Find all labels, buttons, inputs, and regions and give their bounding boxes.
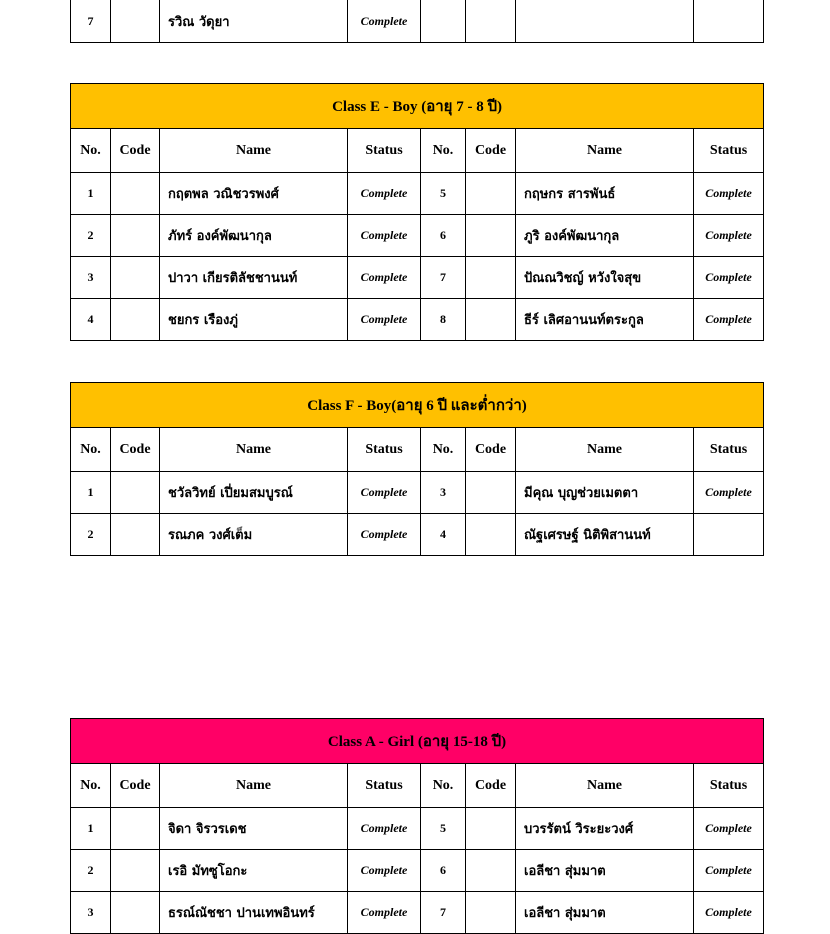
class-title: Class E - Boy (อายุ 7 - 8 ปี)	[71, 84, 764, 129]
column-header-code: Code	[466, 129, 516, 173]
num-cell: 4	[71, 299, 111, 341]
table-row	[71, 892, 764, 934]
code-cell	[466, 257, 516, 299]
num-cell	[421, 0, 466, 43]
column-header-no: No.	[71, 764, 111, 808]
status-cell: Complete	[348, 850, 421, 892]
num-cell: 2	[71, 215, 111, 257]
class-title: Class F - Boy(อายุ 6 ปี และต่ำกว่า)	[71, 383, 764, 428]
column-header-name: Name	[160, 764, 348, 808]
column-header-name: Name	[160, 428, 348, 472]
num-cell: 8	[421, 299, 466, 341]
name-cell: เอลีชา สุ่มมาต	[516, 892, 694, 934]
name-cell: ชวัลวิทย์ เปี่ยมสมบูรณ์	[160, 472, 348, 514]
code-cell	[466, 215, 516, 257]
status-cell: Complete	[694, 472, 764, 514]
table-row	[71, 299, 764, 341]
header-row	[71, 129, 764, 173]
code-cell	[466, 299, 516, 341]
table-row	[71, 808, 764, 850]
table-row	[71, 215, 764, 257]
num-cell: 2	[71, 850, 111, 892]
num-cell: 1	[71, 173, 111, 215]
num-cell: 1	[71, 808, 111, 850]
num-cell: 1	[71, 472, 111, 514]
column-header-status: Status	[348, 428, 421, 472]
roster-table	[70, 83, 764, 341]
code-cell	[111, 215, 160, 257]
code-cell	[466, 850, 516, 892]
roster-table	[70, 718, 764, 934]
code-cell	[111, 472, 160, 514]
name-cell: ธรณ์ณัชชา ปานเทพอินทร์	[160, 892, 348, 934]
status-cell: Complete	[694, 299, 764, 341]
status-cell	[694, 0, 764, 43]
code-cell	[111, 892, 160, 934]
name-cell: เอลีชา สุ่มมาต	[516, 850, 694, 892]
code-cell	[466, 892, 516, 934]
name-cell: เรอิ มัทซูโอกะ	[160, 850, 348, 892]
name-cell: ภูริ องค์พัฒนากุล	[516, 215, 694, 257]
name-cell: ธีร์ เลิศอานนท์ตระกูล	[516, 299, 694, 341]
status-cell: Complete	[348, 215, 421, 257]
num-cell: 6	[421, 850, 466, 892]
table-row	[71, 173, 764, 215]
column-header-no: No.	[421, 428, 466, 472]
num-cell: 3	[71, 257, 111, 299]
name-cell: บวรรัตน์ วิระยะวงศ์	[516, 808, 694, 850]
column-header-code: Code	[466, 428, 516, 472]
num-cell: 2	[71, 514, 111, 556]
status-cell: Complete	[348, 257, 421, 299]
num-cell: 7	[71, 0, 111, 43]
column-header-code: Code	[111, 428, 160, 472]
code-cell	[466, 808, 516, 850]
status-cell: Complete	[348, 173, 421, 215]
name-cell: กฤษกร สารพันธ์	[516, 173, 694, 215]
code-cell	[111, 850, 160, 892]
name-cell: ณัฐเศรษฐ์ นิติพิสานนท์	[516, 514, 694, 556]
column-header-status: Status	[694, 129, 764, 173]
status-cell: Complete	[694, 257, 764, 299]
column-header-no: No.	[71, 129, 111, 173]
column-header-name: Name	[516, 129, 694, 173]
code-cell	[111, 808, 160, 850]
code-cell	[111, 299, 160, 341]
column-header-status: Status	[694, 764, 764, 808]
name-cell: ภัทร์ องค์พัฒนากุล	[160, 215, 348, 257]
table-row	[71, 850, 764, 892]
column-header-name: Name	[160, 129, 348, 173]
status-cell: Complete	[694, 215, 764, 257]
table-row	[71, 514, 764, 556]
roster-table	[70, 0, 764, 43]
num-cell: 3	[421, 472, 466, 514]
table-row	[71, 257, 764, 299]
status-cell: Complete	[694, 808, 764, 850]
name-cell: ปาวา เกียรติลัชชานนท์	[160, 257, 348, 299]
code-cell	[111, 0, 160, 43]
status-cell: Complete	[348, 0, 421, 43]
header-row	[71, 428, 764, 472]
num-cell: 6	[421, 215, 466, 257]
code-cell	[466, 0, 516, 43]
column-header-code: Code	[111, 764, 160, 808]
table-row	[71, 472, 764, 514]
num-cell: 5	[421, 808, 466, 850]
code-cell	[466, 472, 516, 514]
code-cell	[111, 514, 160, 556]
name-cell: กฤตพล วณิชวรพงศ์	[160, 173, 348, 215]
num-cell: 7	[421, 892, 466, 934]
column-header-name: Name	[516, 764, 694, 808]
name-cell: รณภค วงศ์เต็ม	[160, 514, 348, 556]
num-cell: 5	[421, 173, 466, 215]
status-cell: Complete	[348, 299, 421, 341]
code-cell	[111, 257, 160, 299]
roster-table	[70, 382, 764, 556]
status-cell: Complete	[348, 514, 421, 556]
num-cell: 4	[421, 514, 466, 556]
status-cell: Complete	[694, 892, 764, 934]
header-row	[71, 764, 764, 808]
column-header-no: No.	[421, 129, 466, 173]
name-cell: มีคุณ บุญช่วยเมตตา	[516, 472, 694, 514]
status-cell: Complete	[348, 892, 421, 934]
num-cell: 3	[71, 892, 111, 934]
status-cell: Complete	[694, 850, 764, 892]
code-cell	[466, 514, 516, 556]
column-header-no: No.	[421, 764, 466, 808]
name-cell: รวิณ วัดุยา	[160, 0, 348, 43]
column-header-status: Status	[348, 129, 421, 173]
name-cell: จิดา จิรวรเดช	[160, 808, 348, 850]
column-header-name: Name	[516, 428, 694, 472]
column-header-status: Status	[694, 428, 764, 472]
table-row	[71, 0, 764, 43]
status-cell	[694, 514, 764, 556]
status-cell: Complete	[348, 808, 421, 850]
status-cell: Complete	[348, 472, 421, 514]
column-header-code: Code	[466, 764, 516, 808]
code-cell	[466, 173, 516, 215]
name-cell: ปัณณวิชญ์ หวังใจสุข	[516, 257, 694, 299]
name-cell	[516, 0, 694, 43]
status-cell: Complete	[694, 173, 764, 215]
code-cell	[111, 173, 160, 215]
column-header-status: Status	[348, 764, 421, 808]
num-cell: 7	[421, 257, 466, 299]
column-header-code: Code	[111, 129, 160, 173]
column-header-no: No.	[71, 428, 111, 472]
class-title: Class A - Girl (อายุ 15-18 ปี)	[71, 719, 764, 764]
name-cell: ชยกร เรืองภู่	[160, 299, 348, 341]
